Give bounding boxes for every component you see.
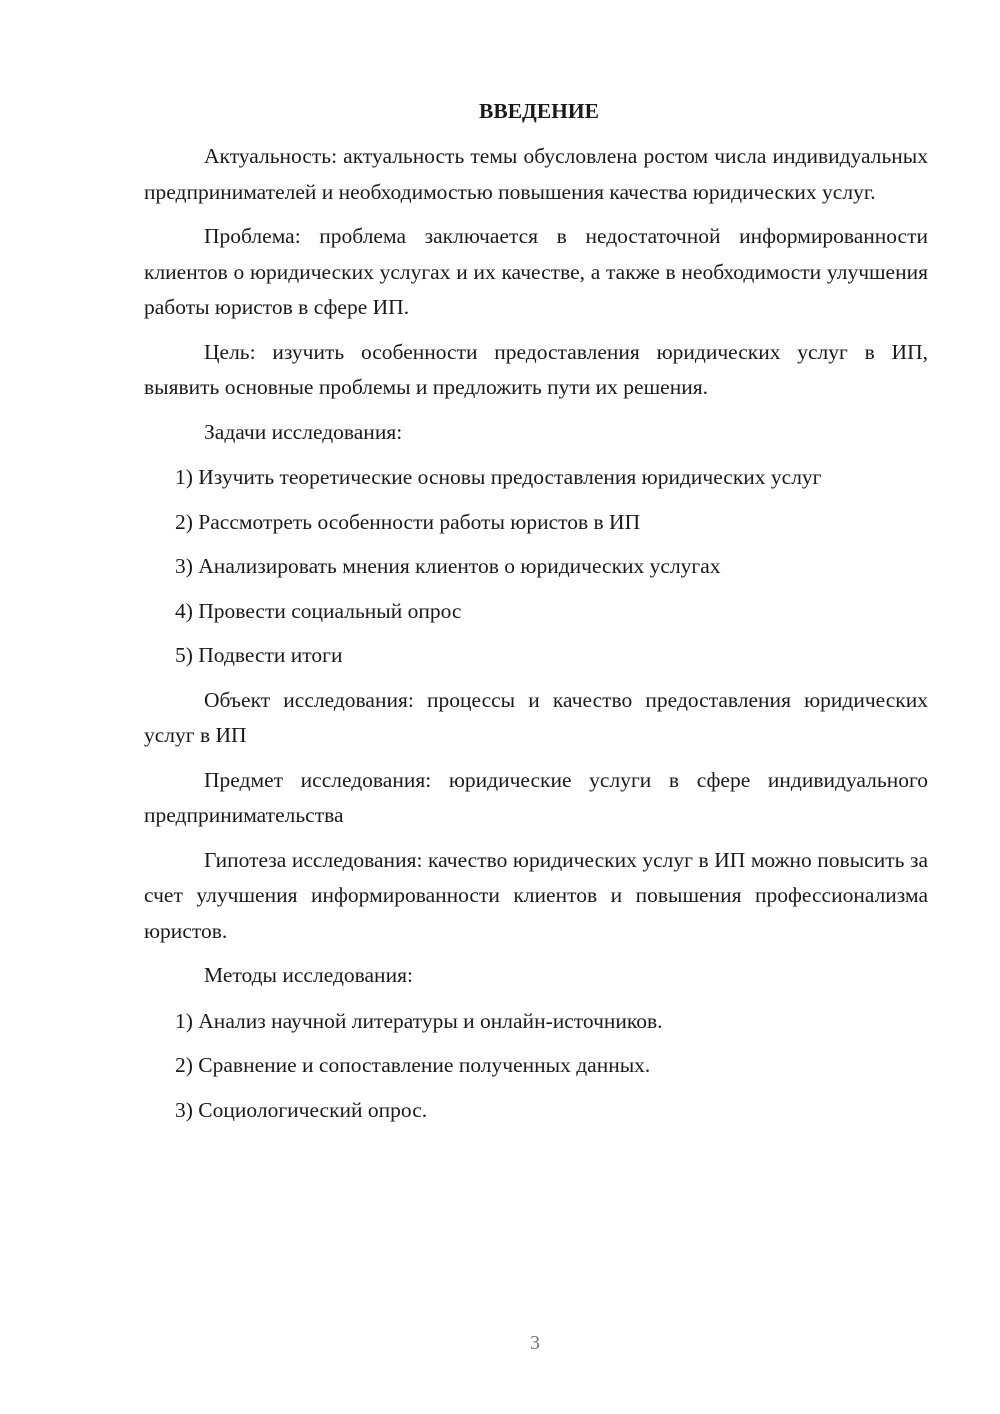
section-title: ВВЕДЕНИЕ <box>479 99 599 123</box>
subject-paragraph: Предмет исследования: юридические услуги в сфере индивидуального предпринимательства <box>144 767 928 827</box>
problem-paragraph: Проблема: проблема заключается в недостаточной информированности клиентов о юридических услугах и их качестве, а также в необходимости улучшения работы юристов в сфере ИП. <box>144 224 928 319</box>
method-item-1: 1) Анализ научной литературы и онлайн-источников. <box>175 1008 663 1033</box>
task-item-1: 1) Изучить теоретические основы предоставления юридических услуг <box>175 465 822 489</box>
task-item-3: 3) Анализировать мнения клиентов о юридических услугах <box>175 554 721 578</box>
method-item-3: 3) Социологический опрос. <box>175 1097 428 1122</box>
tasks-heading: Задачи исследования: <box>204 419 403 444</box>
task-item-5: 5) Подвести итоги <box>175 643 343 667</box>
object-paragraph: Объект исследования: процессы и качество предоставления юридических услуг в ИП <box>144 687 928 747</box>
task-item-2: 2) Рассмотреть особенности работы юристов в ИП <box>175 509 641 534</box>
goal-paragraph: Цель: изучить особенности предоставления юридических услуг в ИП, выявить основные проблемы и предложить пути их решения. <box>144 339 928 399</box>
page-content <box>144 94 928 1137</box>
hypothesis-paragraph: Гипотеза исследования: качество юридических услуг в ИП можно повысить за счет улучшения информированности клиентов и повышения профессионализма юристов. <box>144 847 928 943</box>
page-number: 3 <box>530 1332 540 1354</box>
method-item-2: 2) Сравнение и сопоставление полученных данных. <box>175 1053 651 1077</box>
task-item-4: 4) Провести социальный опрос <box>175 598 462 623</box>
relevance-paragraph: Актуальность: актуальность темы обусловлена ростом числа индивидуальных предпринимателей и необходимостью повышения качества юридических услуг. <box>144 144 928 204</box>
methods-heading: Методы исследования: <box>204 963 413 987</box>
